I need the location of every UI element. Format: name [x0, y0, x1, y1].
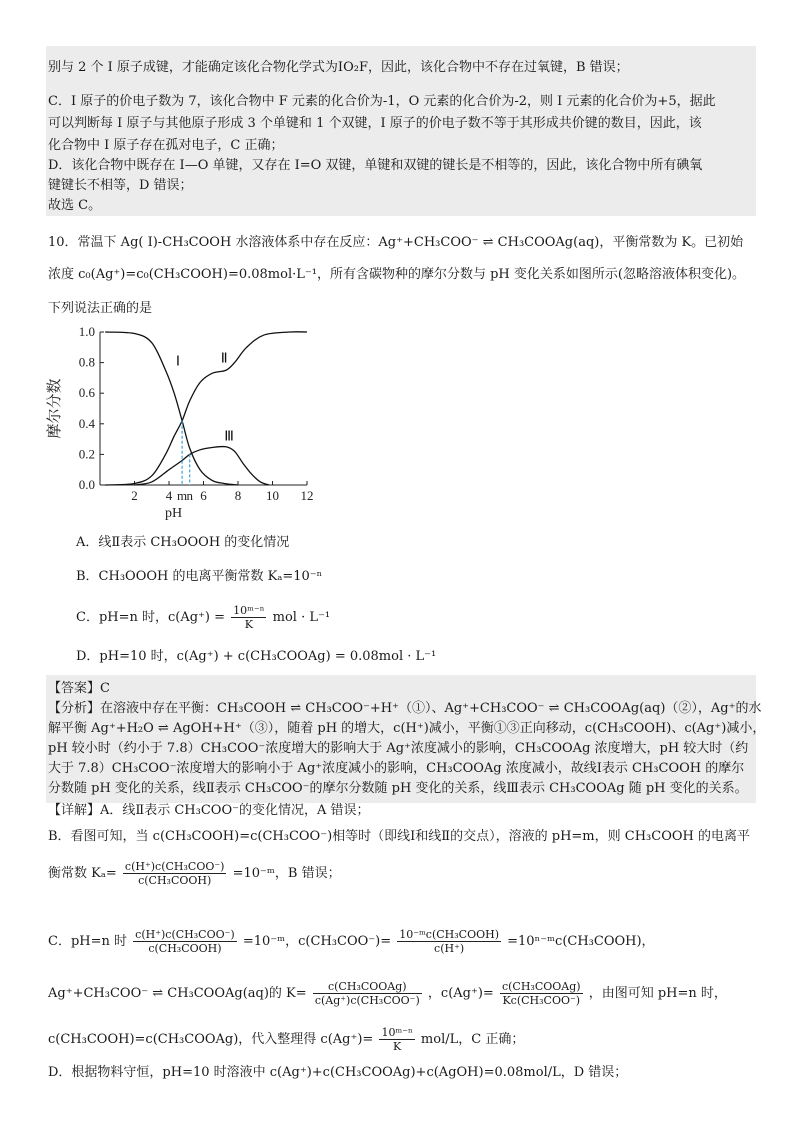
y-tick-label: 1.0: [78, 324, 95, 339]
detail-line-b: B．看图可知，当 c(CH₃COOH)=c(CH₃COO⁻)相等时（即线Ⅰ和线Ⅱ的交点），溶液的 pH=m，则 CH₃COOH 的电离平: [48, 829, 750, 844]
question-line-3: 下列说法正确的是: [48, 301, 153, 316]
mole-fraction-chart: [45, 320, 325, 530]
option-c: [76, 604, 330, 631]
series-label-3: Ⅲ: [224, 429, 234, 445]
y-tick-label: 0.0: [78, 477, 95, 492]
question-line-1: 10．常温下 Ag( Ⅰ)-CH₃COOH 水溶液体系中存在反应：Ag⁺+CH₃COO⁻ ⇌ CH₃COOAg(aq)，平衡常数为 K。已初始: [48, 235, 744, 250]
series-line-3: [135, 447, 270, 485]
detail-result-suffix: mol/L，C 正确；: [420, 1032, 525, 1047]
detail-line-d: D．根据物料守恒，pH=10 时溶液中 c(Ag⁺)+c(CH₃COOAg)+c(AgOH)=0.08mol/L，D 错误；: [48, 1065, 628, 1080]
detail-k-numerator-2: c(CH₃COOAg): [501, 980, 581, 993]
option-c-numerator: 10ᵐ⁻ⁿ: [233, 604, 265, 617]
option-c-fraction: [231, 604, 266, 631]
x-tick-label: m: [177, 488, 188, 503]
detail-c-prefix: C．pH=n 时: [48, 934, 128, 949]
option-d: D．pH=10 时，c(Ag⁺) + c(CH₃COOAg) = 0.08mol · L⁻¹: [76, 649, 437, 664]
x-tick-label: n: [186, 488, 193, 503]
detail-c-denominator-2: c(H⁺): [434, 942, 465, 955]
detail-c-formula: [48, 928, 754, 955]
answer-label: 【答案】C: [48, 681, 110, 696]
y-tick-label: 0.6: [78, 385, 95, 401]
detail-b-suffix: =10⁻ᵐ，B 错误；: [232, 866, 341, 881]
detail-k-formula: [48, 980, 754, 1007]
analysis-line-1: 【分析】在溶液中存在平衡：CH₃COOH ⇌ CH₃COO⁻+H⁺（①）、Ag⁺+CH₃COO⁻ ⇌ CH₃COOAg(aq)（②），Ag⁺的水: [48, 701, 762, 716]
x-tick-label: 8: [234, 488, 242, 503]
prev-d-line-2: 键键长不相等，D 错误；: [48, 178, 193, 193]
y-tick-label: 0.8: [78, 354, 95, 370]
x-tick-label: 10: [266, 488, 279, 503]
detail-k-numerator-1: c(CH₃COOAg): [313, 980, 422, 994]
option-c-prefix: C．pH=n 时，c(Ag⁺) =: [76, 610, 226, 625]
detail-k-denominator-2: Kc(CH₃COO⁻): [502, 994, 581, 1007]
detail-result-numerator: 10ᵐ⁻ⁿ: [381, 1026, 413, 1039]
chart-plot-area: [45, 324, 314, 521]
detail-k-prefix: Ag⁺+CH₃COO⁻ ⇌ CH₃COOAg(aq)的 K=: [48, 986, 307, 1001]
series-line-2: [105, 332, 307, 485]
x-axis-label: pH: [164, 506, 183, 521]
detail-k-denominator-1: c(Ag⁺)c(CH₃COO⁻): [314, 994, 420, 1007]
x-tick-label: 6: [200, 488, 207, 503]
detail-c-suffix: =10ⁿ⁻ᵐc(CH₃COOH)，: [507, 934, 655, 949]
detail-line-a: 【详解】A．线Ⅱ表示 CH₃COO⁻的变化情况，A 错误；: [48, 803, 370, 818]
detail-c-fraction-1: [133, 928, 237, 955]
y-tick-label: 0.4: [78, 415, 95, 431]
analysis-line-4: 大于 7.8）CH₃COO⁻浓度增大的影响小于 Ag⁺浓度减小的影响，CH₃COOAg 浓度减小，故线Ⅰ表示 CH₃COOH 的摩尔: [48, 761, 745, 776]
y-axis-label: 摩尔分数: [45, 378, 63, 439]
option-c-denominator: K: [244, 618, 253, 631]
detail-c-denominator-1: c(CH₃COOH): [148, 942, 222, 955]
x-tick-label: 4: [165, 488, 173, 503]
detail-result-prefix: c(CH₃COOH)=c(CH₃COOAg)，代入整理得 c(Ag⁺)=: [48, 1032, 374, 1047]
x-tick-label: 2: [131, 488, 138, 503]
series-label-1: Ⅰ: [175, 354, 181, 370]
detail-result-denominator: K: [393, 1040, 402, 1053]
analysis-line-2: 解平衡 Ag⁺+H₂O ⇌ AgOH+H⁺（③），随着 pH 的增大，c(H⁺)减小，平衡①③正向移动，c(CH₃COOH)、c(Ag⁺)减小，: [48, 721, 766, 736]
option-c-suffix: mol · L⁻¹: [272, 610, 331, 625]
prev-choice: 故选 C。: [48, 198, 102, 213]
detail-k-fraction-2: [500, 980, 583, 1007]
prev-d-line-1: D．该化合物中既存在 I—O 单键，又存在 I=O 双键，单键和双键的键长是不相等的，因此，该化合物中所有碘氧: [48, 158, 703, 173]
analysis-line-5: 分数随 pH 变化的关系，线Ⅱ表示 CH₃COO⁻的摩尔分数随 pH 变化的关系，线Ⅲ表示 CH₃COOAg 随 pH 变化的关系。: [48, 781, 748, 796]
y-tick-label: 0.2: [78, 446, 95, 462]
detail-c-middle: =10⁻ᵐ，c(CH₃COO⁻)=: [242, 934, 392, 949]
detail-k-suffix: ，由图可知 pH=n 时，: [588, 986, 727, 1001]
analysis-line-3: pH 较小时（约小于 7.8）CH₃COO⁻浓度增大的影响大于 Ag⁺浓度减小的影响，CH₃COOAg 浓度增大，pH 较大时（约: [48, 741, 749, 756]
question-line-2: 浓度 c₀(Ag⁺)=c₀(CH₃COOH)=0.08mol·L⁻¹，所有含碳物种的摩尔分数与 pH 变化关系如图所示(忽略溶液体积变化)。: [48, 267, 746, 282]
detail-b-formula: [48, 860, 754, 887]
prev-c-line-1: C．I 原子的价电子数为 7，该化合物中 F 元素的化合价为-1，O 元素的化合价为-2，则 I 元素的化合价为+5，据此: [48, 94, 716, 109]
prev-b-tail: 别与 2 个 I 原子成键，才能确定该化合物化学式为IO₂F，因此，该化合物中不存在过氧键，B 错误；: [48, 60, 629, 75]
option-a: A．线Ⅱ表示 CH₃OOOH 的变化情况: [76, 535, 290, 550]
detail-b-denominator: c(CH₃COOH): [138, 874, 212, 887]
detail-c-numerator-2: 10⁻ᵐc(CH₃COOH): [399, 928, 499, 941]
detail-result-formula: [48, 1026, 754, 1053]
option-b: B．CH₃OOOH 的电离平衡常数 Kₐ=10⁻ⁿ: [76, 569, 323, 584]
series-line-1: [105, 332, 238, 485]
detail-b-prefix: 衡常数 Kₐ=: [48, 866, 117, 881]
detail-c-numerator-1: c(H⁺)c(CH₃COO⁻): [135, 928, 235, 941]
detail-k-fraction-1: [313, 980, 422, 1007]
detail-b-numerator: c(H⁺)c(CH₃COO⁻): [124, 860, 225, 873]
x-tick-label: 12: [300, 488, 314, 503]
series-label-2: Ⅱ: [220, 351, 228, 367]
detail-c-fraction-2: [397, 928, 501, 955]
detail-result-fraction: [379, 1026, 414, 1053]
detail-k-middle: ，c(Ag⁺)=: [427, 986, 494, 1001]
detail-b-fraction: [123, 860, 227, 887]
prev-c-line-3: 化合物中 I 原子存在孤对电子，C 正确；: [48, 138, 284, 153]
prev-c-line-2: 可以判断每 I 原子与其他原子形成 3 个单键和 1 个双键，I 原子的价电子数不等于其形成共价键的数目，因此，该: [48, 116, 702, 131]
